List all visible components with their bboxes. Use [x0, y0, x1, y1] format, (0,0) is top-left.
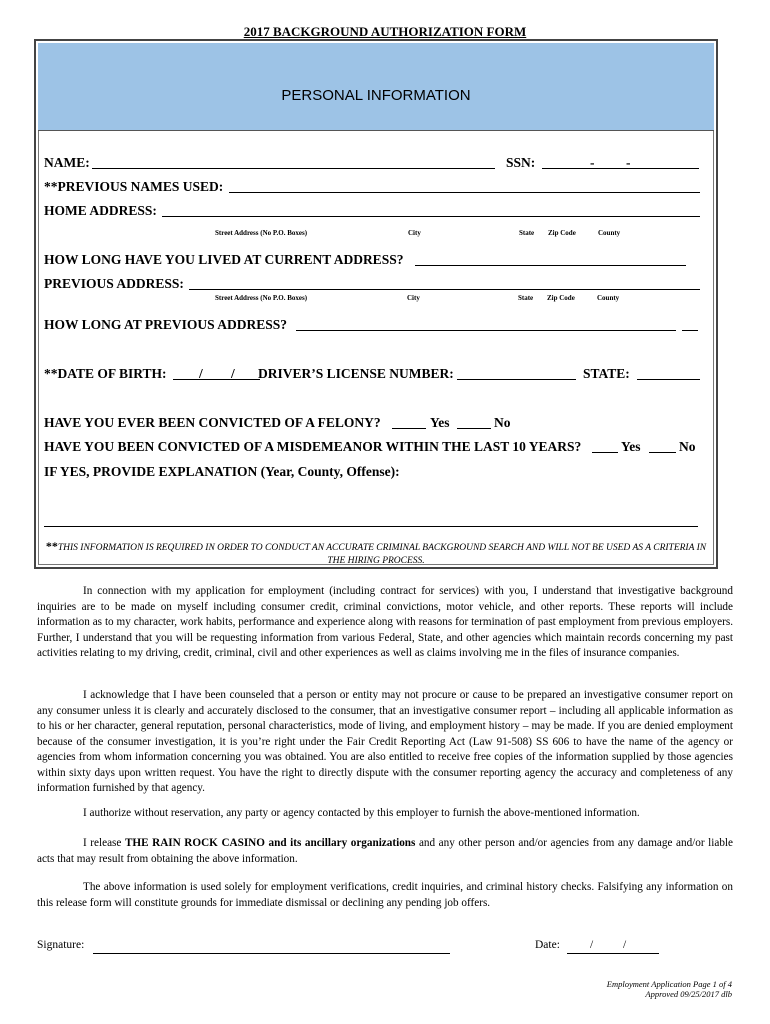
how-long-current-field[interactable]: [415, 265, 686, 266]
prev-state-sublabel: State: [518, 294, 534, 302]
required-notice: [38, 540, 714, 568]
misdemeanor-yes-field[interactable]: [592, 452, 618, 453]
ssn-field[interactable]: [542, 168, 699, 169]
previous-names-label: **PREVIOUS NAMES USED:: [44, 179, 224, 194]
previous-names-field[interactable]: [229, 192, 700, 193]
felony-yes-label: Yes: [430, 415, 450, 430]
prev-county-sublabel: County: [597, 294, 620, 302]
paragraph-1-text: In connection with my application for employment (including contract for services) with you, I understand that investigative background inquiries are to be made on myself including consumer credit, criminal convictions, motor vehicle, and other reports. These reports will include information as to my character, work habits, performance and experience along with reasons for termination of past employment from previous employers. Further, I understand that you will be requesting information from various Federal, State, and other agencies which maintain records concerning my past activities relating to my driving, credit, criminal, civil and other experiences as well as claims involving me in the files of insurance companies.: [37, 585, 733, 659]
footer-page-info: Employment Application Page 1 of 4: [606, 979, 732, 989]
signature-label: Signature:: [37, 939, 85, 951]
dob-label: **DATE OF BIRTH:: [44, 366, 167, 381]
date-slash-1: /: [590, 939, 594, 951]
home-address-label: HOME ADDRESS:: [44, 203, 157, 218]
felony-yes-field[interactable]: [392, 428, 426, 429]
footer-approval: Approved 09/25/2017 dlb: [645, 989, 732, 999]
home-street-sublabel: Street Address (No P.O. Boxes): [215, 229, 308, 237]
misdemeanor-no-field[interactable]: [649, 452, 676, 453]
notice-text: THIS INFORMATION IS REQUIRED IN ORDER TO CONDUCT AN ACCURATE CRIMINAL BACKGROUND SEARCH AND WILL NOT BE USED AS A CRITERIA IN THE HIRING PROCESS.: [57, 543, 707, 566]
paragraph-authorization: [37, 806, 733, 822]
date-slash-2: /: [623, 939, 627, 951]
paragraph-release: [37, 836, 733, 867]
name-field[interactable]: [92, 168, 495, 169]
felony-question: HAVE YOU EVER BEEN CONVICTED OF A FELONY?: [44, 415, 381, 430]
prev-zip-sublabel: Zip Code: [547, 294, 575, 302]
drivers-license-field[interactable]: [457, 379, 576, 380]
previous-address-label: PREVIOUS ADDRESS:: [44, 276, 184, 291]
section-header-title: PERSONAL INFORMATION: [281, 87, 471, 104]
paragraph-4-post: and any other person and/or agencies from any damage and/or liable acts that may result from obtaining the above information.: [37, 837, 734, 865]
prev-street-sublabel: Street Address (No P.O. Boxes): [215, 294, 308, 302]
explanation-label: IF YES, PROVIDE EXPLANATION (Year, County, Offense):: [44, 464, 400, 479]
home-zip-sublabel: Zip Code: [548, 229, 576, 237]
home-state-sublabel: State: [519, 229, 535, 237]
form-title: 2017 BACKGROUND AUTHORIZATION FORM: [243, 24, 527, 39]
casino-name: THE RAIN ROCK CASINO and its ancillary organizations: [124, 837, 416, 849]
ssn-label: SSN:: [506, 155, 536, 170]
how-long-previous-label: HOW LONG AT PREVIOUS ADDRESS?: [44, 317, 288, 332]
how-long-current-label: HOW LONG HAVE YOU LIVED AT CURRENT ADDRESS?: [44, 252, 404, 267]
paragraph-3-text: I authorize without reservation, any party or agency contacted by this employer to furnish the above-mentioned information.: [83, 807, 640, 819]
notice-stars: **: [45, 539, 58, 553]
paragraph-acknowledgement: [37, 688, 733, 797]
state-label: STATE:: [583, 366, 630, 381]
paragraph-usage: [37, 880, 733, 911]
state-field[interactable]: [637, 379, 700, 380]
misdemeanor-question: HAVE YOU BEEN CONVICTED OF A MISDEMEANOR WITHIN THE LAST 10 YEARS?: [44, 439, 582, 454]
home-county-sublabel: County: [598, 229, 621, 237]
how-long-previous-field-2[interactable]: [682, 330, 698, 331]
paragraph-2-text: I acknowledge that I have been counseled that a person or entity may not procure or cause to be prepared an investigative consumer report on any consumer unless it is clearly and accurately disclosed to the consumer, that an investigative consumer report – including all applicable information as to his or her character, general reputation, personal characteristics, mode of living, and employment history – may be made. If you are denied employment because of the consumer investigation, it is you’re right under the Fair Credit Reporting Act (Law 91-508) SS 606 to have the name of the agency or agencies from whom information concerning you was obtained. You are also entitled to receive free copies of the information supplied by those agencies within sixty days upon written request. You have the right to directly dispute with the consumer reporting agency the accuracy and completeness of any information furnished by that agency.: [37, 689, 733, 794]
misdemeanor-yes-label: Yes: [621, 439, 641, 454]
explanation-field[interactable]: [44, 526, 698, 527]
felony-no-label: No: [494, 415, 511, 430]
prev-city-sublabel: City: [407, 294, 420, 302]
misdemeanor-no-label: No: [679, 439, 696, 454]
felony-no-field[interactable]: [457, 428, 491, 429]
drivers-license-label: DRIVER’S LICENSE NUMBER:: [258, 366, 454, 381]
how-long-previous-field[interactable]: [296, 330, 676, 331]
page-footer: [607, 979, 732, 999]
home-city-sublabel: City: [408, 229, 421, 237]
paragraph-5-text: The above information is used solely for employment verifications, credit inquiries, and criminal history checks. Falsifying any information on this release form will constitute grounds for immediate dismissal or declining any pending job offers.: [37, 881, 733, 909]
previous-address-field[interactable]: [189, 289, 700, 290]
date-field[interactable]: [567, 953, 659, 954]
date-label: Date:: [535, 939, 560, 951]
name-label: NAME:: [44, 155, 90, 170]
signature-field[interactable]: [93, 953, 450, 954]
dob-field[interactable]: [173, 379, 260, 380]
paragraph-investigative-inquiries: [37, 584, 733, 662]
ssn-dash-1: -: [590, 155, 595, 170]
home-address-field[interactable]: [162, 216, 700, 217]
dob-slash-2: /: [231, 366, 235, 381]
dob-slash-1: /: [199, 366, 203, 381]
ssn-dash-2: -: [626, 155, 631, 170]
paragraph-4-pre: I release: [83, 837, 125, 849]
